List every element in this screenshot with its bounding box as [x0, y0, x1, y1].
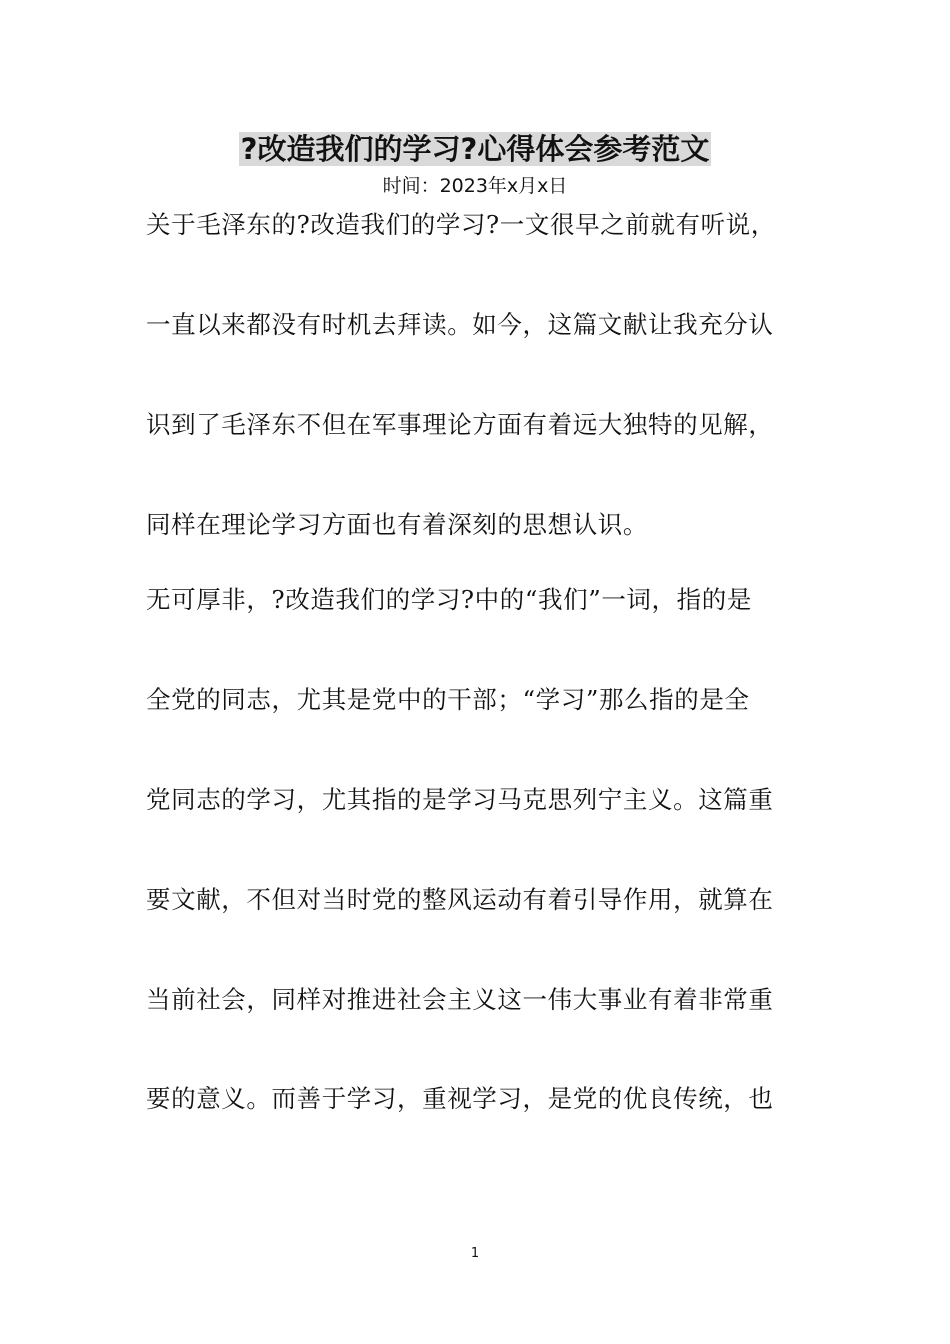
page-number: 1: [470, 1246, 480, 1261]
paragraph-line: 党同志的学习，尤其指的是学习马克思列宁主义。这篇重: [146, 785, 774, 814]
paragraph-line: 关于毛泽东的?改造我们的学习?一文很早之前就有听说，: [146, 210, 776, 239]
document-title-text: ?改造我们的学习?心得体会参考范文: [240, 132, 710, 166]
paragraph-line: 要的意义。而善于学习，重视学习，是党的优良传统，也: [146, 1084, 774, 1113]
paragraph-line: 一直以来都没有时机去拜读。如今，这篇文献让我充分认: [146, 310, 774, 339]
paragraph-line: 识到了毛泽东不但在军事理论方面有着远大独特的见解，: [146, 410, 774, 439]
paragraph-line: 全党的同志，尤其是党中的干部；“学习”那么指的是全: [146, 685, 750, 714]
date-line: 时间：2023年x月x日: [382, 175, 568, 197]
paragraph-line: 要文献，不但对当时党的整风运动有着引导作用，就算在: [146, 885, 774, 914]
paragraph-line: 同样在理论学习方面也有着深刻的思想认识。: [146, 510, 648, 539]
document-title: [0, 131, 950, 167]
paragraph-line: 无可厚非，?改造我们的学习?中的“我们”一词，指的是: [146, 585, 752, 614]
paragraph-line: 当前社会，同样对推进社会主义这一伟大事业有着非常重: [146, 985, 774, 1014]
